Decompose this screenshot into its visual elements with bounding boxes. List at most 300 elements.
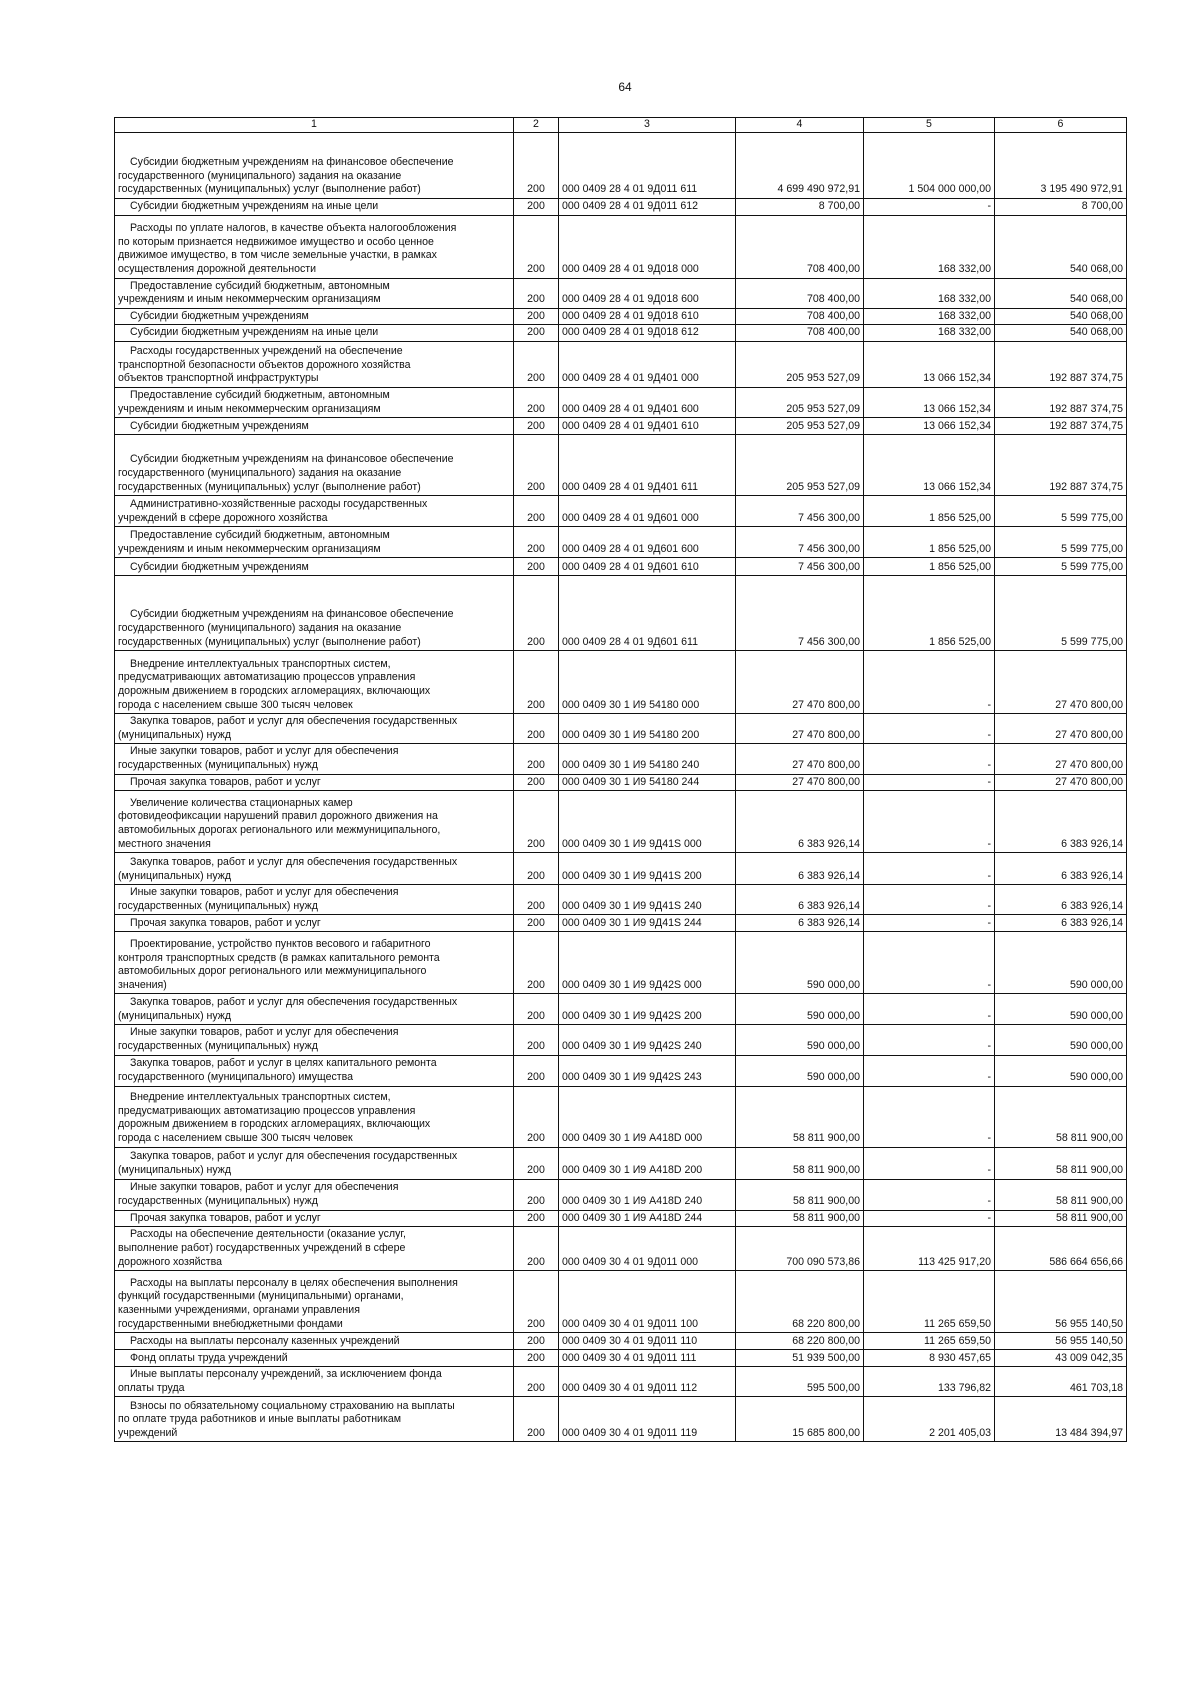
row-amount-col5: 168 332,00 <box>864 278 995 308</box>
row-admin-code: 200 <box>514 774 559 791</box>
description-line: Взносы по обязательному социальному страхованию на выплаты <box>130 1399 455 1412</box>
row-budget-code: 000 0409 28 4 01 9Д011 612 <box>559 199 736 216</box>
row-budget-code: 000 0409 30 4 01 9Д011 000 <box>559 1227 736 1271</box>
row-admin-code: 200 <box>514 714 559 744</box>
description-line: (муниципальных) нужд <box>118 1163 232 1176</box>
column-header-5: 5 <box>864 118 995 133</box>
row-admin-code: 200 <box>514 651 559 714</box>
row-budget-code: 000 0409 28 4 01 9Д018 610 <box>559 308 736 325</box>
row-amount-col5: - <box>864 199 995 216</box>
row-amount-col6: 58 811 900,00 <box>995 1086 1127 1147</box>
description-line: Предоставление субсидий бюджетным, автономным <box>130 388 390 401</box>
row-amount-col4: 58 811 900,00 <box>736 1179 864 1210</box>
row-amount-col5: 168 332,00 <box>864 215 995 278</box>
row-amount-col6: 192 887 374,75 <box>995 435 1127 496</box>
description-line: дорожным движением в городских агломерациях, включающих <box>118 1118 431 1131</box>
description-line: автомобильных дорогах регионального или межмуниципального, <box>118 823 441 836</box>
table-row <box>115 885 1127 915</box>
row-amount-col6: 5 599 775,00 <box>995 527 1127 558</box>
row-amount-col5: 1 504 000 000,00 <box>864 133 995 199</box>
page-number: 64 <box>618 80 632 94</box>
row-amount-col5: 13 066 152,34 <box>864 341 995 387</box>
row-budget-code: 000 0409 30 4 01 9Д011 119 <box>559 1397 736 1442</box>
budget-table <box>114 117 1127 1442</box>
description-line: государственных (муниципальных) услуг (выполнение работ) <box>118 480 421 493</box>
row-amount-col4: 4 699 490 972,91 <box>736 133 864 199</box>
row-budget-code: 000 0409 30 1 И9 9Д41S 240 <box>559 885 736 915</box>
description-line: местного значения <box>118 837 211 850</box>
row-budget-code: 000 0409 30 4 01 9Д011 111 <box>559 1350 736 1367</box>
row-amount-col5: 13 066 152,34 <box>864 435 995 496</box>
row-amount-col4: 6 383 926,14 <box>736 791 864 853</box>
description-line: предусматривающих автоматизацию процессов управления <box>118 671 416 684</box>
row-budget-code: 000 0409 30 1 И9 9Д42S 200 <box>559 994 736 1025</box>
row-amount-col4: 68 220 800,00 <box>736 1271 864 1333</box>
row-admin-code: 200 <box>514 994 559 1025</box>
description-line: Расходы на обеспечение деятельности (оказание услуг, <box>130 1228 406 1241</box>
row-amount-col6: 13 484 394,97 <box>995 1397 1127 1442</box>
description-line: (муниципальных) нужд <box>118 1009 232 1022</box>
row-admin-code: 200 <box>514 1147 559 1179</box>
description-line: Проектирование, устройство пунктов весового и габаритного <box>130 937 431 950</box>
row-description <box>115 418 514 435</box>
table-row <box>115 1147 1127 1179</box>
description-line: оплаты труда <box>118 1381 185 1394</box>
row-admin-code: 200 <box>514 308 559 325</box>
description-line: города с населением свыше 300 тысяч человек <box>118 1131 353 1144</box>
table-row <box>115 853 1127 885</box>
row-description <box>115 932 514 994</box>
row-budget-code: 000 0409 30 1 И9 9Д41S 200 <box>559 853 736 885</box>
table-row <box>115 1179 1127 1210</box>
row-admin-code: 200 <box>514 133 559 199</box>
row-amount-col4: 58 811 900,00 <box>736 1147 864 1179</box>
row-admin-code: 200 <box>514 885 559 915</box>
description-line: государственных (муниципальных) нужд <box>118 1194 318 1207</box>
row-admin-code: 200 <box>514 278 559 308</box>
row-description <box>115 215 514 278</box>
description-line: учреждений <box>118 1426 178 1439</box>
description-line: Прочая закупка товаров, работ и услуг <box>130 775 321 788</box>
table-row <box>115 199 1127 216</box>
table-row <box>115 1350 1127 1367</box>
table-row <box>115 435 1127 496</box>
row-description <box>115 325 514 342</box>
row-description <box>115 714 514 744</box>
description-line: учреждениям и иным некоммерческим организациям <box>118 542 381 555</box>
description-line: казенными учреждениями, органами управления <box>118 1303 360 1316</box>
row-amount-col6: 192 887 374,75 <box>995 387 1127 417</box>
row-description <box>115 1397 514 1442</box>
row-amount-col6: 6 383 926,14 <box>995 791 1127 853</box>
description-line: Расходы на выплаты персоналу казенных учреждений <box>130 1334 400 1347</box>
row-description <box>115 744 514 774</box>
row-budget-code: 000 0409 28 4 01 9Д401 600 <box>559 387 736 417</box>
row-amount-col4: 708 400,00 <box>736 215 864 278</box>
row-amount-col5: 1 856 525,00 <box>864 527 995 558</box>
row-budget-code: 000 0409 28 4 01 9Д401 611 <box>559 435 736 496</box>
description-line: Субсидии бюджетным учреждениям <box>130 309 309 322</box>
row-description <box>115 576 514 651</box>
row-amount-col6: 27 470 800,00 <box>995 651 1127 714</box>
table-row <box>115 496 1127 527</box>
description-line: Закупка товаров, работ и услуг для обеспечения государственных <box>130 715 458 728</box>
row-amount-col4: 27 470 800,00 <box>736 714 864 744</box>
row-description <box>115 774 514 791</box>
row-amount-col4: 205 953 527,09 <box>736 418 864 435</box>
row-amount-col4: 6 383 926,14 <box>736 885 864 915</box>
description-line: Субсидии бюджетным учреждениям <box>130 419 309 432</box>
row-amount-col4: 58 811 900,00 <box>736 1086 864 1147</box>
row-admin-code: 200 <box>514 1025 559 1055</box>
row-amount-col4: 27 470 800,00 <box>736 774 864 791</box>
row-amount-col6: 27 470 800,00 <box>995 714 1127 744</box>
column-header-6: 6 <box>995 118 1127 133</box>
row-amount-col6: 43 009 042,35 <box>995 1350 1127 1367</box>
row-admin-code: 200 <box>514 387 559 417</box>
description-line: Иные выплаты персоналу учреждений, за исключением фонда <box>130 1368 442 1381</box>
description-line: учреждениям и иным некоммерческим организациям <box>118 293 381 306</box>
column-header-1: 1 <box>115 118 514 133</box>
row-budget-code: 000 0409 30 1 И9 9Д42S 243 <box>559 1055 736 1086</box>
row-description <box>115 1333 514 1350</box>
row-amount-col6: 5 599 775,00 <box>995 576 1127 651</box>
row-budget-code: 000 0409 28 4 01 9Д601 611 <box>559 576 736 651</box>
row-description <box>115 199 514 216</box>
description-line: движимое имущество, в том числе земельные участки, в рамках <box>118 249 437 262</box>
row-amount-col5: - <box>864 853 995 885</box>
row-admin-code: 200 <box>514 1210 559 1227</box>
row-description <box>115 853 514 885</box>
row-amount-col4: 6 383 926,14 <box>736 915 864 932</box>
description-line: дорожного хозяйства <box>118 1255 223 1268</box>
row-amount-col5: - <box>864 1086 995 1147</box>
table-row <box>115 994 1127 1025</box>
table-row <box>115 325 1127 342</box>
row-amount-col5: 133 796,82 <box>864 1367 995 1397</box>
row-budget-code: 000 0409 28 4 01 9Д018 600 <box>559 278 736 308</box>
description-line: Субсидии бюджетным учреждениям на иные цели <box>130 200 379 212</box>
row-amount-col6: 590 000,00 <box>995 932 1127 994</box>
table-row <box>115 1086 1127 1147</box>
row-description <box>115 1147 514 1179</box>
description-line: государственного (муниципального) имущества <box>118 1070 354 1083</box>
description-line: Расходы на выплаты персоналу в целях обеспечения выполнения <box>130 1276 458 1289</box>
description-line: Увеличение количества стационарных камер <box>130 796 353 809</box>
row-amount-col5: 13 066 152,34 <box>864 387 995 417</box>
row-budget-code: 000 0409 30 1 И9 А418D 244 <box>559 1210 736 1227</box>
description-line: города с населением свыше 300 тысяч человек <box>118 698 353 711</box>
row-budget-code: 000 0409 30 1 И9 А418D 200 <box>559 1147 736 1179</box>
row-amount-col6: 540 068,00 <box>995 325 1127 342</box>
row-amount-col4: 7 456 300,00 <box>736 576 864 651</box>
description-line: предусматривающих автоматизацию процессов управления <box>118 1104 416 1117</box>
row-budget-code: 000 0409 30 1 И9 А418D 240 <box>559 1179 736 1210</box>
row-budget-code: 000 0409 30 1 И9 9Д42S 240 <box>559 1025 736 1055</box>
row-amount-col5: 1 856 525,00 <box>864 558 995 576</box>
row-description <box>115 994 514 1025</box>
description-line: Закупка товаров, работ и услуг для обеспечения государственных <box>130 1150 458 1163</box>
row-amount-col6: 590 000,00 <box>995 1025 1127 1055</box>
row-amount-col5: 113 425 917,20 <box>864 1227 995 1271</box>
description-line: Фонд оплаты труда учреждений <box>130 1351 288 1364</box>
description-line: Субсидии бюджетным учреждениям на финансовое обеспечение <box>130 156 454 169</box>
row-budget-code: 000 0409 30 4 01 9Д011 100 <box>559 1271 736 1333</box>
row-admin-code: 200 <box>514 853 559 885</box>
row-amount-col4: 590 000,00 <box>736 994 864 1025</box>
row-amount-col6: 540 068,00 <box>995 215 1127 278</box>
table-row <box>115 744 1127 774</box>
row-amount-col6: 590 000,00 <box>995 1055 1127 1086</box>
description-line: Иные закупки товаров, работ и услуг для обеспечения <box>130 745 399 758</box>
row-admin-code: 200 <box>514 1227 559 1271</box>
row-description <box>115 278 514 308</box>
row-description <box>115 1271 514 1333</box>
row-description <box>115 308 514 325</box>
row-amount-col6: 56 955 140,50 <box>995 1271 1127 1333</box>
table-row <box>115 1025 1127 1055</box>
row-admin-code: 200 <box>514 744 559 774</box>
table-row <box>115 714 1127 744</box>
row-budget-code: 000 0409 30 1 И9 54180 000 <box>559 651 736 714</box>
description-line: государственных (муниципальных) нужд <box>118 758 318 771</box>
row-amount-col5: - <box>864 1147 995 1179</box>
row-admin-code: 200 <box>514 558 559 576</box>
row-admin-code: 200 <box>514 1271 559 1333</box>
row-amount-col6: 56 955 140,50 <box>995 1333 1127 1350</box>
description-line: государственного (муниципального) задания на оказание <box>118 466 402 479</box>
row-amount-col5: - <box>864 932 995 994</box>
row-amount-col4: 6 383 926,14 <box>736 853 864 885</box>
row-admin-code: 200 <box>514 341 559 387</box>
description-line: Расходы по уплате налогов, в качестве объекта налогообложения <box>130 222 457 235</box>
row-amount-col5: - <box>864 744 995 774</box>
description-line: транспортной безопасности объектов дорожного хозяйства <box>118 358 411 371</box>
row-budget-code: 000 0409 28 4 01 9Д601 000 <box>559 496 736 527</box>
row-description <box>115 915 514 932</box>
table-row <box>115 915 1127 932</box>
description-line: Расходы государственных учреждений на обеспечение <box>130 345 403 358</box>
row-description <box>115 1025 514 1055</box>
row-amount-col4: 590 000,00 <box>736 1025 864 1055</box>
row-amount-col5: 11 265 659,50 <box>864 1271 995 1333</box>
row-budget-code: 000 0409 28 4 01 9Д401 610 <box>559 418 736 435</box>
table-row <box>115 1271 1127 1333</box>
row-amount-col6: 590 000,00 <box>995 994 1127 1025</box>
row-admin-code: 200 <box>514 576 559 651</box>
row-description <box>115 1227 514 1271</box>
row-amount-col4: 7 456 300,00 <box>736 527 864 558</box>
row-amount-col6: 6 383 926,14 <box>995 915 1127 932</box>
row-amount-col5: - <box>864 915 995 932</box>
row-amount-col4: 205 953 527,09 <box>736 435 864 496</box>
row-amount-col5: 11 265 659,50 <box>864 1333 995 1350</box>
description-line: Административно-хозяйственные расходы государственных <box>130 497 428 510</box>
row-description <box>115 435 514 496</box>
row-budget-code: 000 0409 28 4 01 9Д601 600 <box>559 527 736 558</box>
row-amount-col4: 15 685 800,00 <box>736 1397 864 1442</box>
description-line: (муниципальных) нужд <box>118 869 232 882</box>
table-row <box>115 527 1127 558</box>
row-amount-col6: 58 811 900,00 <box>995 1179 1127 1210</box>
row-description <box>115 1086 514 1147</box>
row-admin-code: 200 <box>514 496 559 527</box>
description-line: государственных (муниципальных) услуг (выполнение работ) <box>118 635 421 648</box>
row-amount-col6: 5 599 775,00 <box>995 496 1127 527</box>
table-row <box>115 791 1127 853</box>
row-admin-code: 200 <box>514 325 559 342</box>
table-row <box>115 1210 1127 1227</box>
table-row <box>115 215 1127 278</box>
description-line: Закупка товаров, работ и услуг для обеспечения государственных <box>130 855 458 868</box>
row-amount-col6: 540 068,00 <box>995 278 1127 308</box>
row-amount-col6: 6 383 926,14 <box>995 853 1127 885</box>
row-amount-col6: 58 811 900,00 <box>995 1147 1127 1179</box>
row-amount-col4: 58 811 900,00 <box>736 1210 864 1227</box>
table-row <box>115 1055 1127 1086</box>
row-description <box>115 341 514 387</box>
description-line: Субсидии бюджетным учреждениям на финансовое обеспечение <box>130 453 454 466</box>
description-line: осуществления дорожной деятельности <box>118 263 317 275</box>
row-amount-col5: - <box>864 1025 995 1055</box>
table-row <box>115 1333 1127 1350</box>
description-line: Прочая закупка товаров, работ и услуг <box>130 1211 321 1224</box>
table-row <box>115 774 1127 791</box>
row-budget-code: 000 0409 28 4 01 9Д018 000 <box>559 215 736 278</box>
table-row <box>115 1397 1127 1442</box>
row-amount-col6: 540 068,00 <box>995 308 1127 325</box>
row-description <box>115 558 514 576</box>
row-amount-col5: - <box>864 774 995 791</box>
row-amount-col5: - <box>864 1055 995 1086</box>
row-amount-col6: 192 887 374,75 <box>995 341 1127 387</box>
row-amount-col6: 6 383 926,14 <box>995 885 1127 915</box>
description-line: Предоставление субсидий бюджетным, автономным <box>130 528 390 541</box>
description-line: Прочая закупка товаров, работ и услуг <box>130 916 321 929</box>
row-amount-col4: 700 090 573,86 <box>736 1227 864 1271</box>
row-amount-col6: 27 470 800,00 <box>995 744 1127 774</box>
row-description <box>115 1055 514 1086</box>
row-amount-col4: 51 939 500,00 <box>736 1350 864 1367</box>
row-amount-col5: 168 332,00 <box>864 325 995 342</box>
row-amount-col6: 27 470 800,00 <box>995 774 1127 791</box>
description-line: объектов транспортной инфраструктуры <box>118 372 319 385</box>
row-description <box>115 387 514 417</box>
table-row <box>115 341 1127 387</box>
table-row <box>115 278 1127 308</box>
row-amount-col5: - <box>864 791 995 853</box>
table-row <box>115 308 1127 325</box>
row-description <box>115 1367 514 1397</box>
description-line: Внедрение интеллектуальных транспортных систем, <box>130 1091 391 1104</box>
row-amount-col4: 7 456 300,00 <box>736 496 864 527</box>
row-admin-code: 200 <box>514 1055 559 1086</box>
row-admin-code: 200 <box>514 215 559 278</box>
row-description <box>115 651 514 714</box>
description-line: государственными внебюджетными фондами <box>118 1317 343 1330</box>
row-description <box>115 791 514 853</box>
row-budget-code: 000 0409 30 4 01 9Д011 112 <box>559 1367 736 1397</box>
table-row <box>115 133 1127 199</box>
row-admin-code: 200 <box>514 791 559 853</box>
row-admin-code: 200 <box>514 527 559 558</box>
description-line: (муниципальных) нужд <box>118 728 232 741</box>
table-row <box>115 1227 1127 1271</box>
description-line: Закупка товаров, работ и услуг в целях капитального ремонта <box>130 1057 437 1070</box>
description-line: Субсидии бюджетным учреждениям на финансовое обеспечение <box>130 608 454 621</box>
row-amount-col5: - <box>864 714 995 744</box>
row-amount-col4: 595 500,00 <box>736 1367 864 1397</box>
description-line: дорожным движением в городских агломерациях, включающих <box>118 684 431 697</box>
row-amount-col4: 708 400,00 <box>736 308 864 325</box>
row-amount-col4: 205 953 527,09 <box>736 387 864 417</box>
row-amount-col6: 5 599 775,00 <box>995 558 1127 576</box>
row-budget-code: 000 0409 30 4 01 9Д011 110 <box>559 1333 736 1350</box>
row-admin-code: 200 <box>514 199 559 216</box>
description-line: контроля транспортных средств (в рамках капитального ремонта <box>118 951 440 964</box>
description-line: Внедрение интеллектуальных транспортных систем, <box>130 657 391 670</box>
row-description <box>115 133 514 199</box>
row-description <box>115 527 514 558</box>
row-admin-code: 200 <box>514 1367 559 1397</box>
description-line: функций государственными (муниципальными) органами, <box>118 1290 404 1303</box>
row-amount-col4: 68 220 800,00 <box>736 1333 864 1350</box>
column-header-4: 4 <box>736 118 864 133</box>
column-header-2: 2 <box>514 118 559 133</box>
row-amount-col4: 7 456 300,00 <box>736 558 864 576</box>
row-admin-code: 200 <box>514 915 559 932</box>
row-admin-code: 200 <box>514 1086 559 1147</box>
row-amount-col4: 27 470 800,00 <box>736 744 864 774</box>
description-line: государственных (муниципальных) нужд <box>118 899 318 912</box>
description-line: государственного (муниципального) задания на оказание <box>118 169 402 182</box>
row-amount-col4: 590 000,00 <box>736 932 864 994</box>
row-budget-code: 000 0409 30 1 И9 А418D 000 <box>559 1086 736 1147</box>
row-admin-code: 200 <box>514 1397 559 1442</box>
row-amount-col4: 205 953 527,09 <box>736 341 864 387</box>
row-amount-col6: 586 664 656,66 <box>995 1227 1127 1271</box>
description-line: значения) <box>118 978 167 991</box>
row-amount-col4: 590 000,00 <box>736 1055 864 1086</box>
description-line: учреждениям и иным некоммерческим организациям <box>118 402 381 415</box>
description-line: государственного (муниципального) задания на оказание <box>118 621 402 634</box>
row-budget-code: 000 0409 28 4 01 9Д018 612 <box>559 325 736 342</box>
row-description <box>115 885 514 915</box>
row-amount-col5: 2 201 405,03 <box>864 1397 995 1442</box>
row-amount-col5: 168 332,00 <box>864 308 995 325</box>
row-amount-col4: 27 470 800,00 <box>736 651 864 714</box>
row-budget-code: 000 0409 30 1 И9 9Д42S 000 <box>559 932 736 994</box>
row-amount-col6: 192 887 374,75 <box>995 418 1127 435</box>
table-row <box>115 418 1127 435</box>
row-budget-code: 000 0409 28 4 01 9Д011 611 <box>559 133 736 199</box>
row-description <box>115 1350 514 1367</box>
description-line: Предоставление субсидий бюджетным, автономным <box>130 279 390 292</box>
row-amount-col4: 8 700,00 <box>736 199 864 216</box>
description-line: Иные закупки товаров, работ и услуг для обеспечения <box>130 1181 399 1194</box>
row-admin-code: 200 <box>514 418 559 435</box>
description-line: учреждений в сфере дорожного хозяйства <box>118 511 328 524</box>
table-row <box>115 1367 1127 1397</box>
table-row <box>115 558 1127 576</box>
row-budget-code: 000 0409 30 1 И9 9Д41S 000 <box>559 791 736 853</box>
row-budget-code: 000 0409 28 4 01 9Д401 000 <box>559 341 736 387</box>
row-amount-col4: 708 400,00 <box>736 278 864 308</box>
description-line: Иные закупки товаров, работ и услуг для обеспечения <box>130 886 399 899</box>
row-budget-code: 000 0409 30 1 И9 54180 244 <box>559 774 736 791</box>
description-line: Иные закупки товаров, работ и услуг для обеспечения <box>130 1026 399 1039</box>
row-amount-col6: 3 195 490 972,91 <box>995 133 1127 199</box>
